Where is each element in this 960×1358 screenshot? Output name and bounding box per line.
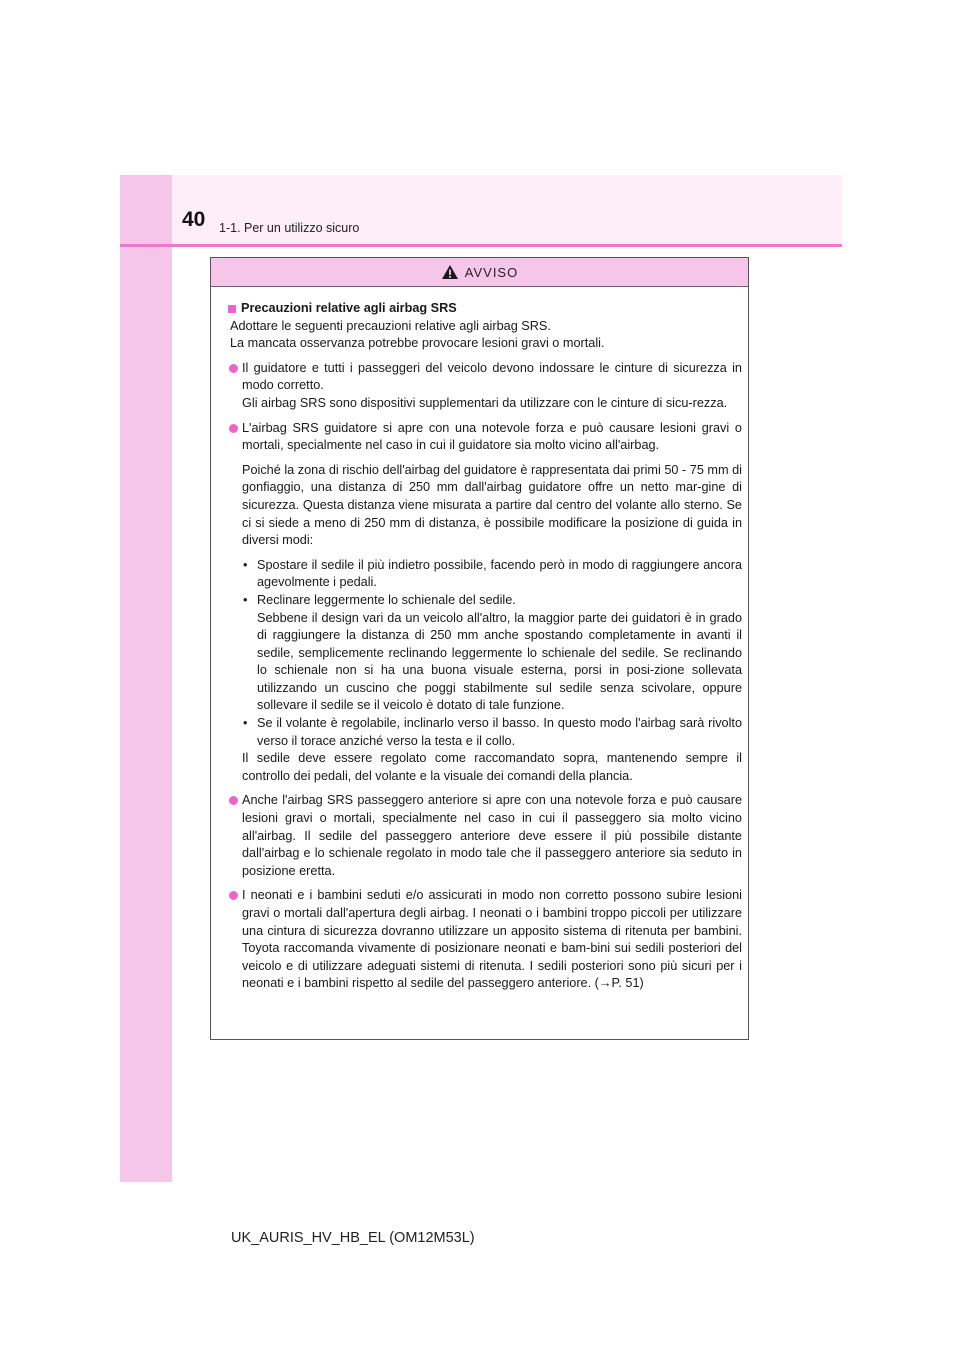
document-code: UK_AURIS_HV_HB_EL (OM12M53L) <box>231 1230 475 1246</box>
section-title: 1-1. Per un utilizzo sicuro <box>219 221 360 235</box>
bullet-item-children <box>228 887 742 993</box>
bullet-text: Il guidatore e tutti i passeggeri del veicolo devono indossare le cinture di sicurezza in modo corretto. <box>242 360 742 393</box>
sub-list-item <box>242 715 742 750</box>
dot-bullet-icon: • <box>243 592 248 607</box>
dot-bullet-icon: • <box>243 716 248 731</box>
warning-header <box>211 258 748 287</box>
chapter-side-tab <box>120 175 172 1182</box>
warning-heading-text: Precauzioni relative agli airbag SRS <box>241 301 457 315</box>
bullet-item-driver-airbag <box>228 420 742 786</box>
circle-bullet-icon <box>229 424 238 433</box>
warning-box <box>210 257 749 1040</box>
intro-line: La mancata osservanza potrebbe provocare lesioni gravi o mortali. <box>230 336 605 351</box>
page-number: 40 <box>182 208 206 231</box>
bullet-text: Il sedile deve essere regolato come raccomandato sopra, mantenendo sempre il controllo dei pedali, del volante e la visuale dei comandi della plancia. <box>242 751 742 783</box>
intro-line: Adottare le seguenti precauzioni relative agli airbag SRS. <box>230 318 551 333</box>
sub-list-text: Spostare il sedile il più indietro possibile, facendo però in modo di raggiungere ancora agevolmente i pedali. <box>257 557 742 590</box>
bullet-text: Gli airbag SRS sono dispositivi supplementari da utilizzare con le cinture di sicu-rezza. <box>242 395 728 410</box>
bullet-text: I neonati e i bambini seduti e/o assicurati in modo non corretto possono subire lesioni gravi o mortali dall'apertura degli airbag. I neonati o i bambini troppo piccoli per utilizzare una cintura di sicurezza dovranno utilizzare un apposito sistema di ritenuta per bambini. Toyota raccomanda vivamente di posizionare neonati e bam-bini sui sedili posteriori del veicolo e di utilizzare adeguati sistemi di ritenuta. I sedili posteriori sono più sicuri per i neonati e i bambini rispetto al sedile del passeggero anteriore. (→P. 51) <box>242 888 742 991</box>
warning-body <box>211 287 748 993</box>
bullet-text: L'airbag SRS guidatore si apre con una notevole forza e può causare lesioni gravi o mortali, specialmente nel caso in cui il guidatore sia molto vicino all'airbag. <box>242 420 742 453</box>
sub-list-text: Se il volante è regolabile, inclinarlo verso il basso. In questo modo l'airbag sarà rivolto verso il torace anziché verso la testa e il collo. <box>257 716 742 748</box>
bullet-item-seatbelts <box>228 360 742 413</box>
sub-list-note: Sebbene il design vari da un veicolo all'altro, la maggior parte dei guidatori è in grado di raggiungere la distanza di 250 mm anche spostando completamente in avanti il sedile, semplicemente reclinando leggermente lo schienale del sedile. Se reclinando lo schienale non si ha una buona visuale esterna, porsi in posi-zione sollevata utilizzando un cuscino che poggi stabilmente sul sedile senza scivolare, oppure sollevare il sedile se il veicolo è dotato di tale funzione. <box>257 610 742 713</box>
circle-bullet-icon <box>229 891 238 900</box>
warning-heading <box>228 300 742 318</box>
square-bullet-icon <box>228 305 236 313</box>
sub-list-item <box>242 592 742 715</box>
warning-title: AVVISO <box>464 264 519 280</box>
dot-bullet-icon: • <box>243 557 248 572</box>
circle-bullet-icon <box>229 796 238 805</box>
sub-list-item <box>242 557 742 592</box>
bullet-text: Anche l'airbag SRS passeggero anteriore si apre con una notevole forza e può causare lesioni gravi o mortali, specialmente nel caso in cui il passeggero sia molto vicino all'airbag. Il sedile del passeggero anteriore deve essere il più possibile distante dall'airbag e lo schienale regolato in modo tale che il passeggero anteriore sia seduto in posizione eretta. <box>242 793 742 878</box>
header-divider <box>120 244 842 247</box>
sub-list <box>242 557 742 751</box>
bullet-item-passenger-airbag <box>228 792 742 880</box>
circle-bullet-icon <box>229 364 238 373</box>
warning-triangle-icon <box>441 264 459 280</box>
sub-list-text: Reclinare leggermente lo schienale del sedile. <box>257 592 516 607</box>
bullet-text: Poiché la zona di rischio dell'airbag del guidatore è rappresentata dai primi 50 - 75 mm di gonfiaggio, una distanza di 250 mm dall'airbag guidatore offre un netto mar-gine di sicurezza. Questa distanza viene misurata a partire dal centro del volante allo sterno. Se ci si siede a meno di 250 mm di distanza, è possibile modificare la posizione di guida in diversi modi: <box>242 462 742 548</box>
warning-intro <box>228 318 742 353</box>
